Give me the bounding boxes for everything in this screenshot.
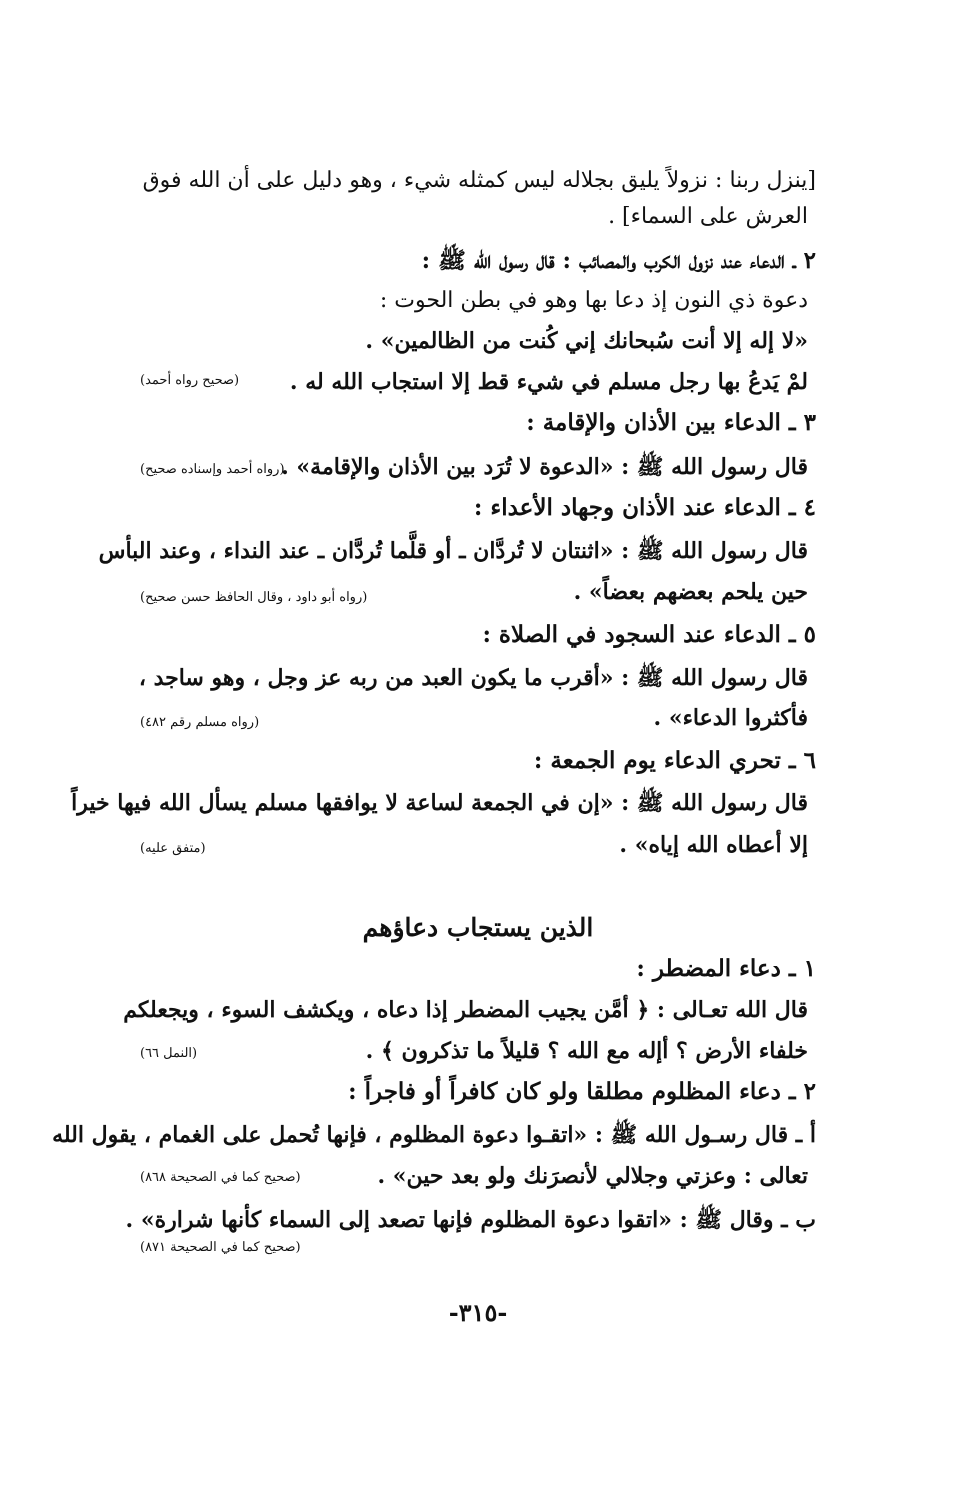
- hadith-line: إلا أعطاه الله إياه» .: [619, 832, 808, 858]
- verse-line: قال الله تعـالى : ﴿ أمَّن يجيب المضطر إذا دعاه ، ويكشف السوء ، ويجعلكم: [123, 997, 808, 1023]
- page-number: -٣١٥-: [448, 1298, 508, 1327]
- hadith-line: حين يلحم بعضهم بعضاً» .: [573, 579, 808, 605]
- text-line: [ينزل ربنا : نزولاً يليق بجلاله ليس كمثله شيء ، وهو دليل على أن الله فوق: [142, 168, 816, 193]
- hadith-line: قال رسول الله ﷺ : «أقرب ما يكون العبد من ربه عز وجل ، وهو ساجد ،: [138, 665, 808, 691]
- numbered-heading: ٥ ـ الدعاء عند السجود في الصلاة :: [482, 621, 816, 648]
- numbered-heading: ٣ ـ الدعاء بين الأذان والإقامة :: [526, 409, 816, 436]
- source-reference: (رواه أحمد وإسناده صحيح): [140, 462, 285, 477]
- hadith-line: تعالى : وعزتي وجلالي لأنصرَنك ولو بعد حين» .: [377, 1163, 808, 1189]
- text-line: دعوة ذي النون إذ دعا بها وهو في بطن الحوت :: [379, 288, 808, 313]
- section-title: الذين يستجاب دعاؤهم: [362, 913, 594, 942]
- source-reference: (صحيح كما في الصحيحة ٨٦٨): [140, 1170, 301, 1185]
- verse-line: خلفاء الأرض ؟ أإله مع الله ؟ قليلاً ما تذكرون ﴾ .: [365, 1038, 808, 1064]
- numbered-heading: ٤ ـ الدعاء عند الأذان وجهاد الأعداء :: [473, 494, 816, 521]
- source-reference: (صحيح كما في الصحيحة ٨٧١): [140, 1240, 301, 1255]
- quote-line: لمْ يَدعُ بها رجل مسلم في شيء قط إلا استجاب الله له .: [289, 369, 808, 395]
- quote-line: «لا إله إلا أنت سُبحانك إني كُنت من الظالمين» .: [365, 328, 808, 354]
- hadith-line: قال رسول الله ﷺ : «إن في الجمعة لساعة لا يوافقها مسلم يسأل الله فيها خيراً: [71, 790, 808, 816]
- numbered-heading: ٢ ـ الدعاء عند نزول الكرب والمصائب : قال رسول الله ﷺ :: [421, 247, 816, 274]
- numbered-heading: ١ ـ دعاء المضطر :: [636, 955, 816, 982]
- source-reference: (صحيح رواه أحمد): [140, 373, 240, 388]
- numbered-heading: ٦ ـ تحري الدعاء يوم الجمعة :: [533, 747, 816, 774]
- source-reference: (رواه مسلم رقم ٤٨٢): [140, 715, 260, 730]
- hadith-line: قال رسول الله ﷺ : «الدعوة لا تُرَد بين الأذان والإقامة» .: [281, 454, 808, 480]
- source-reference: (النمل ٦٦): [140, 1046, 198, 1061]
- source-reference: (متفق عليه): [140, 841, 206, 856]
- hadith-line: قال رسول الله ﷺ : «اثنتان لا تُردَّان ـ أو قلَّما تُردَّان ـ عند النداء ، وعند البأس: [98, 538, 808, 564]
- hadith-line: فأكثروا الدعاء» .: [653, 705, 808, 731]
- numbered-heading: ٢ ـ دعاء المظلوم مطلقا ولو كان كافراً أو فاجراً :: [348, 1078, 816, 1105]
- hadith-line: ب ـ وقال ﷺ : «اتقوا دعوة المظلوم فإنها تصعد إلى السماء كأنها شرارة» .: [125, 1207, 816, 1233]
- hadith-line: أ ـ قال رسـول الله ﷺ : «اتقـوا دعوة المظلوم ، فإنها تُحمل على الغمام ، يقول الله: [52, 1122, 816, 1148]
- source-reference: (رواه أبو داود ، وقال الحافظ حسن صحيح): [140, 590, 368, 605]
- text-line: العرش على السماء] .: [608, 204, 808, 229]
